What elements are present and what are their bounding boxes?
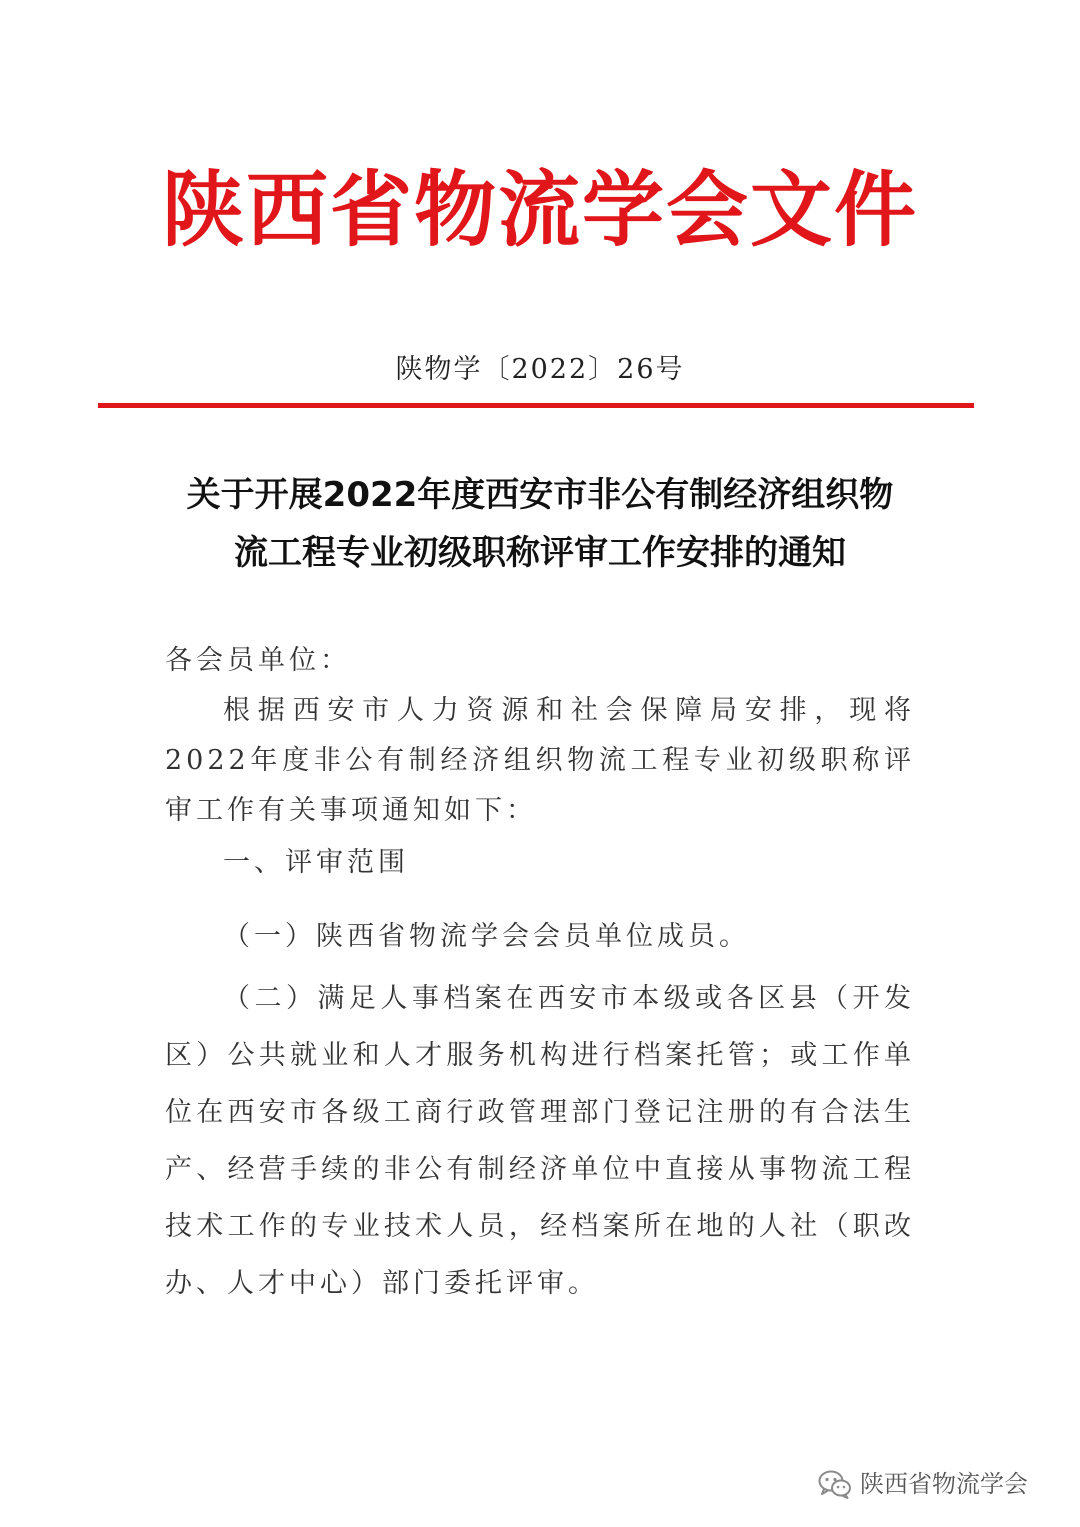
scope-item-1: （一）陕西省物流学会会员单位成员。 — [223, 921, 750, 952]
org-header: 陕西省物流学会文件 — [161, 162, 918, 258]
scope-item-2: （二）满足人事档案在西安市本级或各区县（开发区）公共就业和人才服务机构进行档案托管；或工作单位在西安市各级工商行政管理部门登记注册的有合法生产、经营手续的非公有制经济单位中直接从事物流工程技术工作的专业技术人员，经档案所在地的人社（职改办、人才中心）部门委托评审。 — [165, 983, 915, 1299]
intro-paragraph: 根据西安市人力资源和社会保障局安排，现将2022年度非公有制经济组织物流工程专业初级职称评审工作有关事项通知如下： — [165, 695, 915, 826]
red-divider — [98, 403, 974, 408]
wechat-icon — [818, 1469, 852, 1499]
salutation: 各会员单位： — [165, 645, 351, 676]
notice-title-line-2: 流工程专业初级职称评审工作安排的通知 — [234, 533, 846, 573]
watermark-text: 陕西省物流学会 — [860, 1470, 1028, 1498]
wechat-watermark — [818, 1462, 1028, 1506]
document-number: 陕物学〔2022〕26号 — [395, 354, 685, 385]
section-heading: 一、评审范围 — [223, 847, 409, 878]
notice-title — [150, 466, 930, 582]
notice-title-line-1: 关于开展2022年度西安市非公有制经济组织物 — [186, 475, 894, 515]
